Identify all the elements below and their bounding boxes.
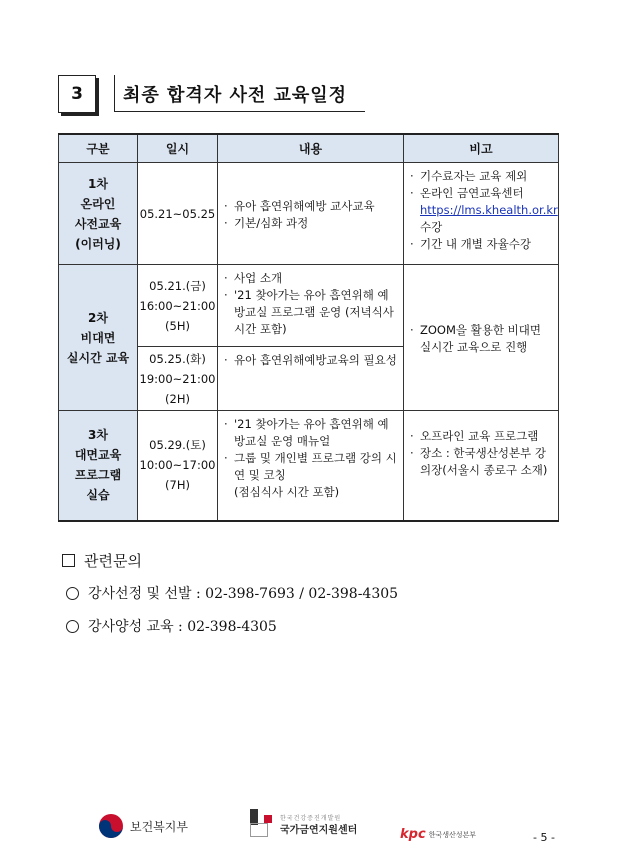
bullet-item: · 기수료자는 교육 제외 — [410, 168, 554, 185]
row1-content — [218, 163, 404, 265]
page-footer — [0, 805, 617, 855]
checkbox-square-icon — [62, 554, 75, 567]
page-number: - 5 - — [533, 831, 555, 844]
bullet-item: · '21 찾아가는 유아 흡연위해 예방교실 프로그램 운영 (저녁식사 시간 포함) — [224, 287, 399, 338]
header-category: 구분 — [59, 134, 138, 163]
header-date: 일시 — [138, 134, 218, 163]
row1-category: 1차 온라인 사전교육 (이러닝) — [59, 163, 138, 265]
table-row — [59, 163, 559, 265]
row3-category: 3차 대면교육 프로그램 실습 — [59, 411, 138, 521]
bullet-item: · 그룹 및 개인별 프로그램 강의 시연 및 코칭 — [224, 450, 399, 484]
section-number: 3 — [58, 75, 96, 113]
header-note: 비고 — [404, 134, 559, 163]
row2-note — [404, 265, 559, 411]
khealth-logo: 한국건강증진개발원 국가금연지원센터 — [250, 809, 357, 837]
schedule-table — [58, 133, 559, 522]
section-title-frame — [114, 75, 365, 112]
row3-content — [218, 411, 404, 521]
inquiry-line-1: 강사선정 및 선발 : 02-398-7693 / 02-398-4305 — [66, 583, 398, 603]
bullet-item: · 사업 소개 — [224, 270, 399, 287]
row1-note — [404, 163, 559, 265]
row2b-content — [218, 347, 404, 411]
section-header — [58, 75, 364, 117]
kpc-logo: kpc 한국생산성본부 — [400, 827, 477, 842]
row3-note — [404, 411, 559, 521]
inquiry-line-2: 강사양성 교육 : 02-398-4305 — [66, 616, 277, 636]
bullet-item: · ZOOM을 활용한 비대면 실시간 교육으로 진행 — [410, 322, 554, 356]
table-header-row — [59, 134, 559, 163]
row2-category: 2차 비대면 실시간 교육 — [59, 265, 138, 411]
row3-date: 05.29.(토) 10:00~17:00 (7H) — [138, 411, 218, 521]
content-note: (점심식사 시간 포함) — [234, 485, 340, 499]
row1-date: 05.21~05.25 — [138, 163, 218, 265]
bullet-item: · 온라인 금연교육센터 https://lms.khealth.or.kr 수강 — [410, 185, 554, 236]
table-row — [59, 265, 559, 347]
row2a-date: 05.21.(금) 16:00~21:00 (5H) — [138, 265, 218, 347]
circle-bullet-icon — [66, 587, 79, 600]
inquiry-title: 관련문의 — [62, 550, 142, 571]
bullet-item: · 기본/심화 과정 — [224, 215, 399, 232]
row2a-content — [218, 265, 404, 347]
inquiry-section — [62, 550, 399, 635]
bullet-item: · 기간 내 개별 자율수강 — [410, 236, 554, 253]
lms-link[interactable]: https://lms.khealth.or.kr — [420, 203, 558, 217]
row2b-date: 05.25.(화) 19:00~21:00 (2H) — [138, 347, 218, 411]
table-row — [59, 411, 559, 521]
bullet-item: · '21 찾아가는 유아 흡연위해 예방교실 운영 매뉴얼 — [224, 416, 399, 450]
bullet-item: · 유아 흡연위해예방교육의 필요성 — [224, 352, 399, 369]
header-content: 내용 — [218, 134, 404, 163]
mohw-logo: 보건복지부 — [98, 813, 188, 839]
bullet-item: · 오프라인 교육 프로그램 — [410, 428, 554, 445]
bullet-item: · 장소 : 한국생산성본부 강의장(서울시 종로구 소재) — [410, 445, 554, 479]
bullet-item: · 유아 흡연위해예방 교사교육 — [224, 198, 399, 215]
section-title: 최종 합격자 사전 교육일정 — [123, 85, 348, 106]
taegeuk-icon — [98, 813, 124, 839]
circle-bullet-icon — [66, 620, 79, 633]
khealth-mark-icon — [250, 809, 274, 837]
